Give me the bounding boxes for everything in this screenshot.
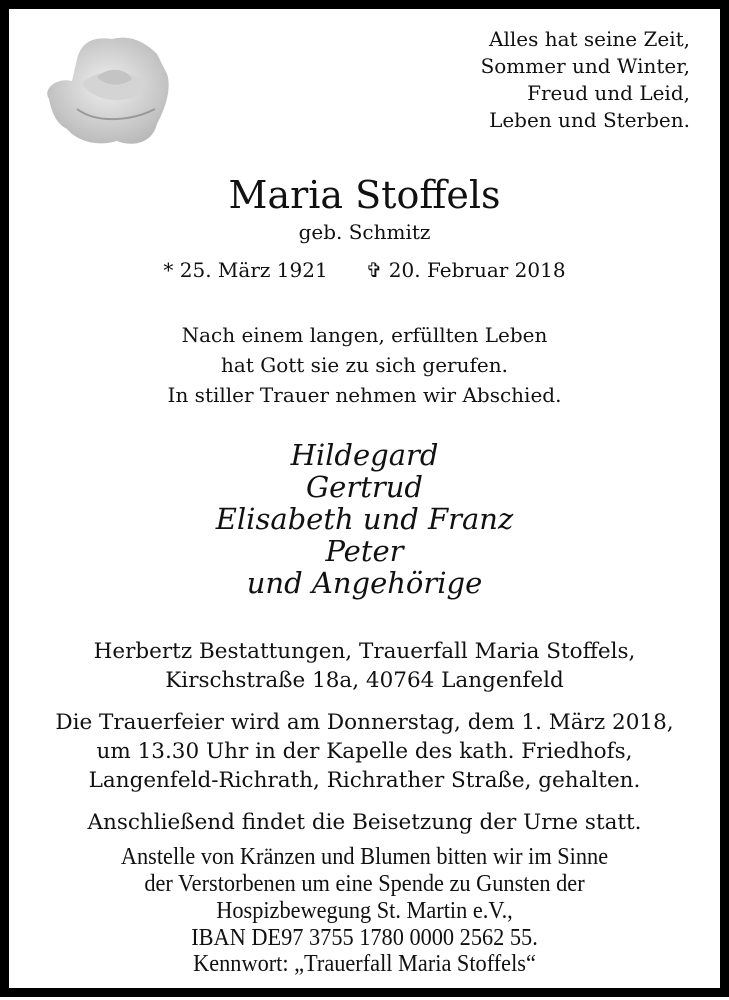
ceremony-line: um 13.30 Uhr in der Kapelle des kath. Friedhofs, xyxy=(96,739,633,764)
birth-date: * 25. März 1921 xyxy=(163,258,328,282)
death-date: ✞ 20. Februar 2018 xyxy=(365,258,566,282)
quote-line: Leben und Sterben. xyxy=(489,108,690,132)
deceased-name: Maria Stoffels xyxy=(228,173,501,217)
maiden-name: geb. Schmitz xyxy=(298,220,431,244)
ceremony-line: Langenfeld-Richrath, Richrather Straße, gehalten. xyxy=(88,768,641,793)
address-line: Herbertz Bestattungen, Trauerfall Maria Stoffels, xyxy=(93,639,636,664)
address-line: Kirschstraße 18a, 40764 Langenfeld xyxy=(165,668,564,693)
mourner: Gertrud xyxy=(306,470,423,504)
mourner: Hildegard xyxy=(290,438,439,472)
ceremony-line: Die Trauerfeier wird am Donnerstag, dem 1. März 2018, xyxy=(55,710,674,735)
text-line: Nach einem langen, erfüllten Leben xyxy=(181,323,548,347)
burial-line: Anschließend findet die Beisetzung der Urne statt. xyxy=(87,810,642,835)
donation-line: Kennwort: „Trauerfall Maria Stoffels“ xyxy=(193,951,536,977)
quote-line: Sommer und Winter, xyxy=(480,54,690,78)
rose-image xyxy=(37,29,177,154)
donation-line: der Verstorbenen um eine Spende zu Gunsten der xyxy=(144,871,585,897)
dates xyxy=(9,260,720,280)
donation-line: Anstelle von Kränzen und Blumen bitten wir im Sinne xyxy=(120,844,609,870)
donation-line: Hospizbewegung St. Martin e.V., xyxy=(216,898,513,924)
text-line: In stiller Trauer nehmen wir Abschied. xyxy=(167,383,562,407)
quote-line: Freud und Leid, xyxy=(527,81,690,105)
donation-line: IBAN DE97 3755 1780 0000 2562 55. xyxy=(191,925,538,951)
mourner: und Angehörige xyxy=(246,566,483,600)
text-line: hat Gott sie zu sich gerufen. xyxy=(221,353,508,377)
mourner: Elisabeth und Franz xyxy=(215,502,514,536)
mourner: Peter xyxy=(325,534,404,568)
quote-line: Alles hat seine Zeit, xyxy=(489,27,690,51)
